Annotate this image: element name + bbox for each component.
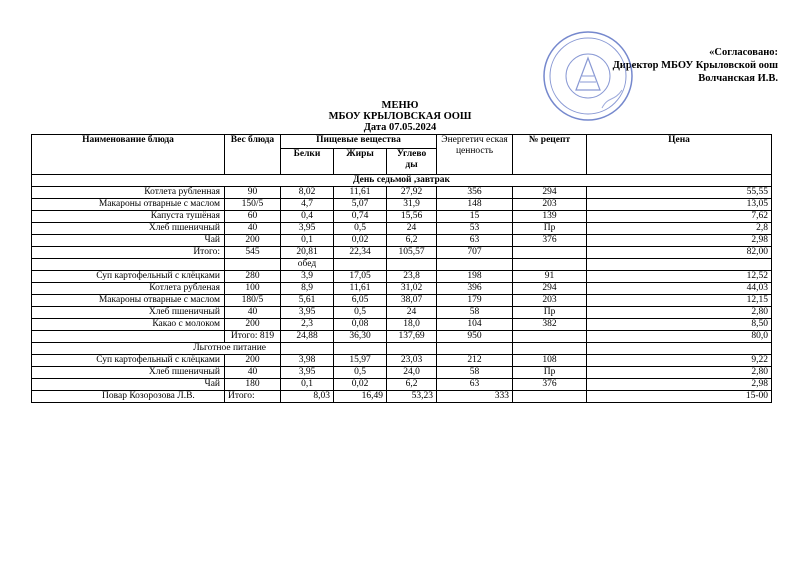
- dish-name: Макароны отварные с маслом: [32, 199, 225, 211]
- total-carbs: 53,23: [387, 391, 437, 403]
- dish-price: 2,80: [587, 307, 772, 319]
- dish-protein: 0,4: [281, 211, 334, 223]
- dish-weight: 40: [225, 307, 281, 319]
- menu-date: Дата 07.05.2024: [363, 122, 437, 133]
- dish-recipe: 294: [513, 187, 587, 199]
- table-row: [32, 211, 772, 223]
- dish-fat: 0,02: [334, 379, 387, 391]
- approval-block: [613, 46, 778, 85]
- total-fat: 36,30: [334, 331, 387, 343]
- table-row: [32, 319, 772, 331]
- total-label: Итого:: [225, 391, 281, 403]
- dish-carbs: 15,56: [387, 211, 437, 223]
- dish-recipe: 203: [513, 295, 587, 307]
- dish-fat: 11,61: [334, 283, 387, 295]
- lunch-title: обед: [281, 259, 334, 271]
- dish-fat: 0,5: [334, 367, 387, 379]
- dish-energy: 179: [437, 295, 513, 307]
- dish-carbs: 31,9: [387, 199, 437, 211]
- empty-cell: [437, 259, 513, 271]
- dish-energy: 58: [437, 307, 513, 319]
- dish-fat: 15,97: [334, 355, 387, 367]
- empty-cell: [437, 343, 513, 355]
- total-weight: 545: [225, 247, 281, 259]
- empty-cell: [334, 343, 387, 355]
- dish-recipe: 91: [513, 271, 587, 283]
- dish-weight: 180: [225, 379, 281, 391]
- empty-cell: [587, 343, 772, 355]
- total-protein: 24,88: [281, 331, 334, 343]
- dish-weight: 200: [225, 319, 281, 331]
- dish-recipe: 294: [513, 283, 587, 295]
- empty-cell: [513, 259, 587, 271]
- empty-cell: [32, 331, 225, 343]
- table-row: [32, 187, 772, 199]
- col-name-header: Наименование блюда: [32, 135, 225, 175]
- dish-protein: 3,95: [281, 367, 334, 379]
- dish-weight: 90: [225, 187, 281, 199]
- total-row: [32, 247, 772, 259]
- total-label: Итого:: [32, 247, 225, 259]
- col-nutrients-header: Пищевые вещества: [281, 135, 437, 149]
- dish-name: Капуста тушёная: [32, 211, 225, 223]
- total-fat: 16,49: [334, 391, 387, 403]
- total-carbs: 105,57: [387, 247, 437, 259]
- total-price: 82,00: [587, 247, 772, 259]
- dish-carbs: 6,2: [387, 379, 437, 391]
- cook-name: Повар Козорозова Л.В.: [32, 391, 225, 403]
- dish-protein: 5,61: [281, 295, 334, 307]
- empty-cell: [513, 391, 587, 403]
- dish-name: Чай: [32, 379, 225, 391]
- dish-name: Макароны отварные с маслом: [32, 295, 225, 307]
- dish-name: Хлеб пшеничный: [32, 367, 225, 379]
- dish-weight: 180/5: [225, 295, 281, 307]
- school-name: МБОУ КРЫЛОВСКАЯ ООШ: [328, 111, 472, 122]
- col-protein-header: Белки: [281, 149, 334, 175]
- dish-price: 9,22: [587, 355, 772, 367]
- dish-price: 2,80: [587, 367, 772, 379]
- dish-name: Какао с молоком: [32, 319, 225, 331]
- empty-cell: [513, 343, 587, 355]
- dish-fat: 0,5: [334, 307, 387, 319]
- dish-energy: 58: [437, 367, 513, 379]
- total-protein: 8,03: [281, 391, 334, 403]
- dish-price: 13,05: [587, 199, 772, 211]
- total-price: 80,0: [587, 331, 772, 343]
- section-row: [32, 343, 772, 355]
- dish-price: 44,03: [587, 283, 772, 295]
- dish-protein: 0,1: [281, 235, 334, 247]
- table-row: [32, 283, 772, 295]
- dish-weight: 200: [225, 355, 281, 367]
- dish-name: Суп картофельный с клёцками: [32, 355, 225, 367]
- table-row: [32, 295, 772, 307]
- dish-price: 55,55: [587, 187, 772, 199]
- total-price: 15-00: [587, 391, 772, 403]
- dish-price: 8,50: [587, 319, 772, 331]
- dish-fat: 0,5: [334, 223, 387, 235]
- col-energy-header: Энергетич еская ценность: [437, 135, 513, 175]
- dish-energy: 148: [437, 199, 513, 211]
- dish-recipe: 108: [513, 355, 587, 367]
- dish-carbs: 27,92: [387, 187, 437, 199]
- dish-price: 2,8: [587, 223, 772, 235]
- empty-cell: [334, 259, 387, 271]
- dish-weight: 40: [225, 367, 281, 379]
- total-row: [32, 331, 772, 343]
- dish-carbs: 24,0: [387, 367, 437, 379]
- table-row: [32, 367, 772, 379]
- empty-cell: [587, 259, 772, 271]
- dish-recipe: Пр: [513, 223, 587, 235]
- dish-name: Котлета рубленная: [32, 187, 225, 199]
- dish-energy: 396: [437, 283, 513, 295]
- dish-carbs: 18,0: [387, 319, 437, 331]
- total-energy: 333: [437, 391, 513, 403]
- dish-name: Чай: [32, 235, 225, 247]
- col-carbs-header: Углево ды: [387, 149, 437, 175]
- dish-carbs: 38,07: [387, 295, 437, 307]
- section-row: [32, 259, 772, 271]
- dish-carbs: 23,8: [387, 271, 437, 283]
- dish-carbs: 23,03: [387, 355, 437, 367]
- dish-energy: 15: [437, 211, 513, 223]
- dish-protein: 3,98: [281, 355, 334, 367]
- dish-weight: 150/5: [225, 199, 281, 211]
- dish-price: 12,52: [587, 271, 772, 283]
- dish-fat: 11,61: [334, 187, 387, 199]
- col-recipe-header: № рецепт: [513, 135, 587, 175]
- col-price-header: Цена: [587, 135, 772, 175]
- table-row: [32, 223, 772, 235]
- dish-energy: 63: [437, 235, 513, 247]
- table-row: [32, 307, 772, 319]
- dish-fat: 17,05: [334, 271, 387, 283]
- empty-cell: [225, 259, 281, 271]
- dish-recipe: 139: [513, 211, 587, 223]
- dish-carbs: 6,2: [387, 235, 437, 247]
- empty-cell: [281, 343, 334, 355]
- dish-protein: 3,9: [281, 271, 334, 283]
- dish-carbs: 31,02: [387, 283, 437, 295]
- dish-protein: 8,02: [281, 187, 334, 199]
- dish-energy: 198: [437, 271, 513, 283]
- dish-recipe: Пр: [513, 307, 587, 319]
- dish-energy: 63: [437, 379, 513, 391]
- table-row: [32, 355, 772, 367]
- total-energy: 707: [437, 247, 513, 259]
- total-carbs: 137,69: [387, 331, 437, 343]
- dish-weight: 60: [225, 211, 281, 223]
- total-energy: 950: [437, 331, 513, 343]
- dish-weight: 200: [225, 235, 281, 247]
- total-label: Итого: 819: [225, 331, 281, 343]
- footer-row: [32, 391, 772, 403]
- menu-table: [31, 134, 772, 403]
- dish-name: Хлеб пшеничный: [32, 223, 225, 235]
- empty-cell: [32, 259, 225, 271]
- dish-price: 7,62: [587, 211, 772, 223]
- col-weight-header: Вес блюда: [225, 135, 281, 175]
- dish-protein: 0,1: [281, 379, 334, 391]
- dish-energy: 212: [437, 355, 513, 367]
- table-row: [32, 199, 772, 211]
- approval-line-1: «Согласовано:: [709, 47, 778, 58]
- dish-fat: 6,05: [334, 295, 387, 307]
- menu-title: МЕНЮ: [381, 100, 419, 111]
- dish-recipe: Пр: [513, 367, 587, 379]
- dish-name: Котлета рубленая: [32, 283, 225, 295]
- dish-fat: 0,08: [334, 319, 387, 331]
- table-row: [32, 271, 772, 283]
- dish-protein: 8,9: [281, 283, 334, 295]
- dish-energy: 356: [437, 187, 513, 199]
- dish-fat: 0,74: [334, 211, 387, 223]
- empty-cell: [513, 331, 587, 343]
- benefit-title: Льготное питание: [32, 343, 281, 355]
- dish-fat: 0,02: [334, 235, 387, 247]
- empty-cell: [513, 247, 587, 259]
- dish-name: Хлеб пшеничный: [32, 307, 225, 319]
- col-fat-header: Жиры: [334, 149, 387, 175]
- dish-recipe: 382: [513, 319, 587, 331]
- table-row: [32, 235, 772, 247]
- dish-protein: 4,7: [281, 199, 334, 211]
- dish-recipe: 376: [513, 235, 587, 247]
- dish-recipe: 376: [513, 379, 587, 391]
- dish-price: 2,98: [587, 379, 772, 391]
- dish-protein: 3,95: [281, 307, 334, 319]
- dish-protein: 2,3: [281, 319, 334, 331]
- dish-price: 2,98: [587, 235, 772, 247]
- dish-weight: 40: [225, 223, 281, 235]
- approval-line-3: Волчанская И.В.: [698, 73, 778, 84]
- dish-price: 12,15: [587, 295, 772, 307]
- dish-recipe: 203: [513, 199, 587, 211]
- total-fat: 22,34: [334, 247, 387, 259]
- dish-weight: 100: [225, 283, 281, 295]
- approval-line-2: Директор МБОУ Крыловской оош: [612, 60, 778, 71]
- empty-cell: [387, 343, 437, 355]
- dish-weight: 280: [225, 271, 281, 283]
- day-title: День седьмой ,завтрак: [32, 175, 772, 187]
- empty-cell: [387, 259, 437, 271]
- dish-carbs: 24: [387, 223, 437, 235]
- dish-fat: 5,07: [334, 199, 387, 211]
- total-protein: 20,81: [281, 247, 334, 259]
- dish-energy: 104: [437, 319, 513, 331]
- dish-protein: 3,95: [281, 223, 334, 235]
- dish-name: Суп картофельный с клёцками: [32, 271, 225, 283]
- table-row: [32, 379, 772, 391]
- dish-energy: 53: [437, 223, 513, 235]
- dish-carbs: 24: [387, 307, 437, 319]
